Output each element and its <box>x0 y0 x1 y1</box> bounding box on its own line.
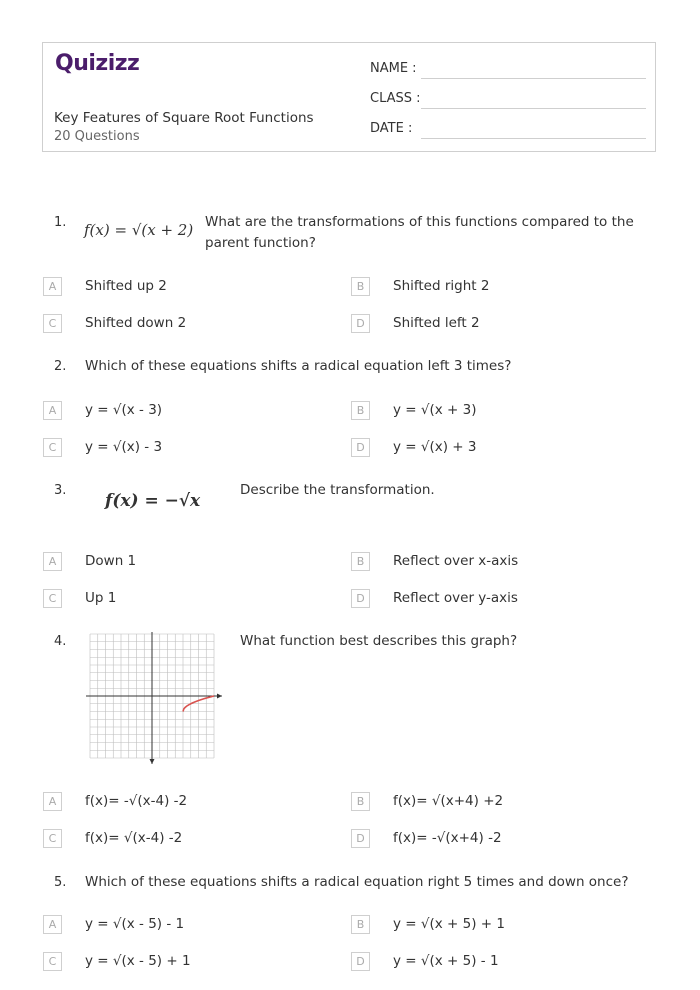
question-5-text: Which of these equations shifts a radical equation right 5 times and down once? <box>85 874 629 890</box>
class-line[interactable] <box>421 108 646 109</box>
option-text: f(x)= -√(x-4) -2 <box>85 793 188 809</box>
option-letter: B <box>351 552 370 571</box>
question-number: 2. <box>54 359 67 374</box>
option-letter: D <box>351 589 370 608</box>
option-letter: B <box>351 401 370 420</box>
option-text: y = √(x - 5) - 1 <box>85 916 185 932</box>
option-letter: D <box>351 314 370 333</box>
question-2-text: Which of these equations shifts a radical equation left 3 times? <box>85 358 512 374</box>
option-letter: B <box>351 915 370 934</box>
question-number: 5. <box>54 875 67 890</box>
option-text: f(x)= -√(x+4) -2 <box>393 830 502 846</box>
date-label: DATE : <box>370 121 413 136</box>
question-number: 3. <box>54 483 67 498</box>
option-letter: A <box>43 915 62 934</box>
worksheet-header <box>42 42 656 152</box>
coordinate-graph <box>84 630 226 770</box>
option-text: f(x)= √(x-4) -2 <box>85 830 183 846</box>
option-text: y = √(x + 5) + 1 <box>393 916 505 932</box>
option-text: Shifted down 2 <box>85 315 187 331</box>
option-text: f(x)= √(x+4) +2 <box>393 793 504 809</box>
option-text: Down 1 <box>85 553 137 569</box>
option-text: Reflect over y-axis <box>393 590 518 606</box>
question-4-text: What function best describes this graph? <box>240 633 518 649</box>
option-letter: A <box>43 792 62 811</box>
option-letter: D <box>351 438 370 457</box>
option-letter: B <box>351 277 370 296</box>
question-number: 1. <box>54 215 67 230</box>
date-line[interactable] <box>421 138 646 139</box>
option-letter: C <box>43 589 62 608</box>
question-count: 20 Questions <box>54 129 140 144</box>
option-letter: A <box>43 401 62 420</box>
option-text: y = √(x - 5) + 1 <box>85 953 191 969</box>
option-letter: B <box>351 792 370 811</box>
option-text: y = √(x) + 3 <box>393 439 477 455</box>
option-text: Shifted left 2 <box>393 315 480 331</box>
option-text: Shifted right 2 <box>393 278 490 294</box>
option-text: y = √(x + 5) - 1 <box>393 953 499 969</box>
option-text: Reflect over x-axis <box>393 553 519 569</box>
option-text: Shifted up 2 <box>85 278 167 294</box>
option-text: y = √(x - 3) <box>85 402 163 418</box>
option-letter: C <box>43 314 62 333</box>
y-axis-arrow <box>150 759 155 764</box>
option-letter: C <box>43 438 62 457</box>
question-3-formula: f(x) = −√x <box>105 491 201 511</box>
worksheet-title: Key Features of Square Root Functions <box>54 110 314 126</box>
class-label: CLASS : <box>370 91 421 106</box>
option-text: y = √(x + 3) <box>393 402 477 418</box>
x-axis-arrow <box>217 694 222 699</box>
option-letter: C <box>43 952 62 971</box>
option-letter: D <box>351 952 370 971</box>
question-1-text: What are the transformations of this functions compared to the parent function? <box>205 214 634 251</box>
option-text: y = √(x) - 3 <box>85 439 163 455</box>
quizizz-logo: Quizizz <box>55 51 140 76</box>
name-line[interactable] <box>421 78 646 79</box>
question-number: 4. <box>54 634 67 649</box>
option-letter: A <box>43 552 62 571</box>
name-label: NAME : <box>370 61 417 76</box>
question-1-formula: f(x) = √(x + 2) <box>84 221 194 239</box>
question-3-text: Describe the transformation. <box>240 482 435 498</box>
option-letter: C <box>43 829 62 848</box>
option-letter: A <box>43 277 62 296</box>
option-text: Up 1 <box>85 590 117 606</box>
option-letter: D <box>351 829 370 848</box>
